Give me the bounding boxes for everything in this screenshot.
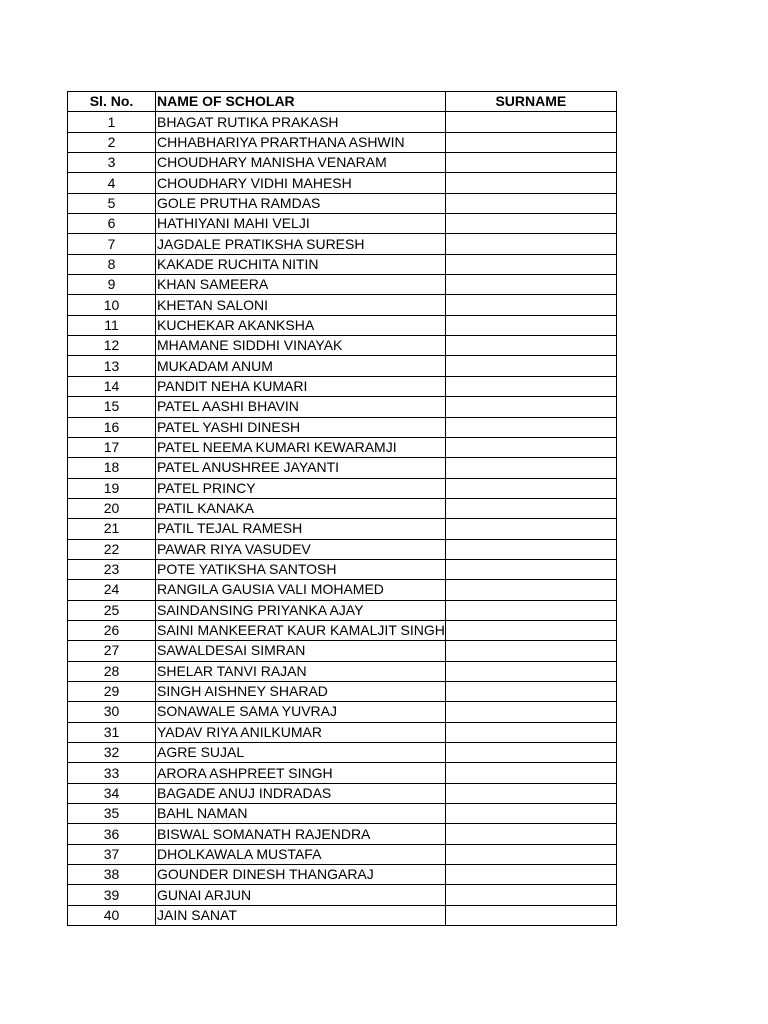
sl-no-cell: 31 (68, 722, 156, 742)
surname-cell (445, 865, 616, 885)
surname-cell (445, 702, 616, 722)
table-row (68, 478, 617, 498)
scholar-name-text: SONAWALE SAMA YUVRAJ (157, 703, 337, 720)
surname-cell (445, 580, 616, 600)
table-row (68, 437, 617, 457)
scholar-name-cell (156, 844, 446, 864)
scholar-name-cell (156, 641, 446, 661)
scholar-name-text: GOUNDER DINESH THANGARAJ (157, 866, 374, 883)
scholar-name-cell (156, 356, 446, 376)
scholar-name-text: CHOUDHARY VIDHI MAHESH (157, 174, 352, 191)
scholar-table (67, 91, 617, 926)
surname-cell (445, 722, 616, 742)
scholar-name-cell (156, 620, 446, 640)
table-row (68, 519, 617, 539)
table-body (68, 112, 617, 926)
surname-cell (445, 437, 616, 457)
sl-no-cell: 11 (68, 315, 156, 335)
sl-no-cell: 40 (68, 905, 156, 925)
sl-no-cell: 8 (68, 254, 156, 274)
scholar-name-text: GUNAI ARJUN (157, 886, 252, 903)
sl-no-cell: 2 (68, 132, 156, 152)
table-row (68, 844, 617, 864)
scholar-name-cell (156, 722, 446, 742)
scholar-name-text: BAHL NAMAN (157, 805, 248, 822)
scholar-name-cell (156, 580, 446, 600)
scholar-name-text: KUCHEKAR AKANKSHA (157, 316, 315, 333)
scholar-name-cell (156, 275, 446, 295)
table-row (68, 539, 617, 559)
table-row (68, 315, 617, 335)
sl-no-cell: 19 (68, 478, 156, 498)
scholar-name-cell (156, 437, 446, 457)
scholar-name-text: SHELAR TANVI RAJAN (157, 662, 307, 679)
surname-cell (445, 905, 616, 925)
surname-cell (445, 112, 616, 132)
scholar-name-cell (156, 417, 446, 437)
sl-no-cell: 14 (68, 376, 156, 396)
sl-no-cell: 34 (68, 783, 156, 803)
table-header (68, 92, 617, 112)
surname-cell (445, 743, 616, 763)
scholar-name-text: JAIN SANAT (157, 906, 237, 923)
surname-cell (445, 763, 616, 783)
table-row (68, 865, 617, 885)
sl-no-cell: 13 (68, 356, 156, 376)
scholar-name-text: PATIL TEJAL RAMESH (157, 520, 303, 537)
table-row (68, 132, 617, 152)
scholar-name-text: SAINDANSING PRIYANKA AJAY (157, 601, 364, 618)
sl-no-cell: 18 (68, 458, 156, 478)
sl-no-cell: 9 (68, 275, 156, 295)
scholar-name-text: HATHIYANI MAHI VELJI (157, 215, 310, 232)
scholar-name-text: BISWAL SOMANATH RAJENDRA (157, 825, 371, 842)
sl-no-cell: 22 (68, 539, 156, 559)
surname-cell (445, 417, 616, 437)
table-row (68, 356, 617, 376)
scholar-name-text: KHETAN SALONI (157, 296, 268, 313)
sl-no-cell: 27 (68, 641, 156, 661)
scholar-name-text: SINGH AISHNEY SHARAD (157, 683, 328, 700)
scholar-name-text: CHHABHARIYA PRARTHANA ASHWIN (157, 133, 405, 150)
table-row (68, 743, 617, 763)
header-surname: SURNAME (445, 92, 616, 112)
scholar-name-cell (156, 743, 446, 763)
scholar-name-text: PATEL AASHI BHAVIN (157, 398, 299, 415)
table-row (68, 234, 617, 254)
scholar-name-text: YADAV RIYA ANILKUMAR (157, 723, 322, 740)
table-row (68, 702, 617, 722)
sl-no-cell: 5 (68, 193, 156, 213)
surname-cell (445, 478, 616, 498)
surname-cell (445, 397, 616, 417)
table-row (68, 153, 617, 173)
scholar-name-text: MHAMANE SIDDHI VINAYAK (157, 337, 343, 354)
scholar-name-cell (156, 865, 446, 885)
scholar-name-text: PANDIT NEHA KUMARI (157, 377, 308, 394)
table-row (68, 112, 617, 132)
scholar-name-cell (156, 153, 446, 173)
surname-cell (445, 132, 616, 152)
scholar-name-cell (156, 824, 446, 844)
scholar-name-cell (156, 193, 446, 213)
surname-cell (445, 661, 616, 681)
scholar-name-cell (156, 376, 446, 396)
table-row (68, 763, 617, 783)
surname-cell (445, 315, 616, 335)
table-row (68, 905, 617, 925)
table-row (68, 275, 617, 295)
scholar-name-cell (156, 681, 446, 701)
table-row (68, 254, 617, 274)
sl-no-cell: 1 (68, 112, 156, 132)
table-row (68, 458, 617, 478)
surname-cell (445, 641, 616, 661)
sl-no-cell: 7 (68, 234, 156, 254)
sl-no-cell: 12 (68, 336, 156, 356)
sl-no-cell: 16 (68, 417, 156, 437)
scholar-name-text: KHAN SAMEERA (157, 276, 269, 293)
sl-no-cell: 3 (68, 153, 156, 173)
scholar-name-text: PATEL YASHI DINESH (157, 418, 301, 435)
sl-no-cell: 39 (68, 885, 156, 905)
table-row (68, 336, 617, 356)
scholar-name-cell (156, 885, 446, 905)
surname-cell (445, 458, 616, 478)
table-row (68, 376, 617, 396)
scholar-name-text: SAINI MANKEERAT KAUR KAMALJIT SINGH (157, 622, 445, 639)
sl-no-cell: 33 (68, 763, 156, 783)
scholar-name-cell (156, 295, 446, 315)
surname-cell (445, 153, 616, 173)
scholar-name-text: SAWALDESAI SIMRAN (157, 642, 306, 659)
surname-cell (445, 804, 616, 824)
scholar-name-cell (156, 498, 446, 518)
scholar-name-cell (156, 804, 446, 824)
scholar-name-cell (156, 173, 446, 193)
scholar-name-cell (156, 519, 446, 539)
sl-no-cell: 35 (68, 804, 156, 824)
scholar-name-text: PATIL KANAKA (157, 500, 254, 517)
table-row (68, 173, 617, 193)
scholar-name-text: GOLE PRUTHA RAMDAS (157, 194, 321, 211)
sl-no-cell: 24 (68, 580, 156, 600)
scholar-name-cell (156, 336, 446, 356)
table-row (68, 804, 617, 824)
scholar-name-cell (156, 315, 446, 335)
table-row (68, 885, 617, 905)
table-row (68, 193, 617, 213)
sl-no-cell: 38 (68, 865, 156, 885)
scholar-name-cell (156, 702, 446, 722)
surname-cell (445, 498, 616, 518)
scholar-name-text: AGRE SUJAL (157, 744, 245, 761)
surname-cell (445, 356, 616, 376)
scholar-name-cell (156, 539, 446, 559)
scholar-name-text: PATEL ANUSHREE JAYANTI (157, 459, 340, 476)
sl-no-cell: 36 (68, 824, 156, 844)
surname-cell (445, 559, 616, 579)
sl-no-cell: 20 (68, 498, 156, 518)
scholar-name-cell (156, 112, 446, 132)
surname-cell (445, 234, 616, 254)
table-row (68, 620, 617, 640)
surname-cell (445, 844, 616, 864)
scholar-name-text: RANGILA GAUSIA VALI MOHAMED (157, 581, 384, 598)
surname-cell (445, 620, 616, 640)
table-row (68, 295, 617, 315)
scholar-name-text: KAKADE RUCHITA NITIN (157, 255, 319, 272)
sl-no-cell: 37 (68, 844, 156, 864)
scholar-name-cell (156, 559, 446, 579)
sl-no-cell: 6 (68, 214, 156, 234)
sl-no-cell: 32 (68, 743, 156, 763)
surname-cell (445, 519, 616, 539)
sl-no-cell: 30 (68, 702, 156, 722)
header-name-of-scholar: NAME OF SCHOLAR (156, 92, 446, 112)
scholar-name-cell (156, 478, 446, 498)
surname-cell (445, 539, 616, 559)
table-row (68, 722, 617, 742)
table-row (68, 417, 617, 437)
surname-cell (445, 173, 616, 193)
surname-cell (445, 824, 616, 844)
table-row (68, 498, 617, 518)
table-row (68, 397, 617, 417)
surname-cell (445, 214, 616, 234)
scholar-name-cell (156, 132, 446, 152)
sl-no-cell: 4 (68, 173, 156, 193)
sl-no-cell: 28 (68, 661, 156, 681)
surname-cell (445, 376, 616, 396)
table-row (68, 641, 617, 661)
surname-cell (445, 681, 616, 701)
table-row (68, 661, 617, 681)
scholar-name-cell (156, 905, 446, 925)
surname-cell (445, 295, 616, 315)
scholar-name-cell (156, 397, 446, 417)
surname-cell (445, 783, 616, 803)
scholar-name-text: BAGADE ANUJ INDRADAS (157, 784, 332, 801)
scholar-name-text: CHOUDHARY MANISHA VENARAM (157, 154, 387, 171)
table-row (68, 214, 617, 234)
sl-no-cell: 10 (68, 295, 156, 315)
scholar-name-cell (156, 661, 446, 681)
table-row (68, 580, 617, 600)
sl-no-cell: 21 (68, 519, 156, 539)
sl-no-cell: 25 (68, 600, 156, 620)
table-row (68, 824, 617, 844)
surname-cell (445, 254, 616, 274)
scholar-name-cell (156, 234, 446, 254)
header-sl-no: Sl. No. (68, 92, 156, 112)
scholar-name-cell (156, 214, 446, 234)
scholar-name-text: PATEL PRINCY (157, 479, 256, 496)
table-row (68, 681, 617, 701)
scholar-name-text: DHOLKAWALA MUSTAFA (157, 845, 322, 862)
scholar-name-text: JAGDALE PRATIKSHA SURESH (157, 235, 365, 252)
table-row (68, 600, 617, 620)
sl-no-cell: 29 (68, 681, 156, 701)
table-row (68, 783, 617, 803)
surname-cell (445, 275, 616, 295)
scholar-name-cell (156, 763, 446, 783)
surname-cell (445, 193, 616, 213)
table-row (68, 559, 617, 579)
surname-cell (445, 336, 616, 356)
scholar-name-text: BHAGAT RUTIKA PRAKASH (157, 113, 339, 130)
scholar-name-text: MUKADAM ANUM (157, 357, 273, 374)
scholar-name-text: POTE YATIKSHA SANTOSH (157, 561, 337, 578)
scholar-name-cell (156, 458, 446, 478)
scholar-name-text: PAWAR RIYA VASUDEV (157, 540, 311, 557)
scholar-name-cell (156, 783, 446, 803)
header-row (68, 92, 617, 112)
scholar-name-text: ARORA ASHPREET SINGH (157, 764, 333, 781)
surname-cell (445, 885, 616, 905)
scholar-name-cell (156, 254, 446, 274)
sl-no-cell: 26 (68, 620, 156, 640)
sl-no-cell: 17 (68, 437, 156, 457)
surname-cell (445, 600, 616, 620)
scholar-name-text: PATEL NEEMA KUMARI KEWARAMJI (157, 439, 397, 456)
scholar-name-cell (156, 600, 446, 620)
sl-no-cell: 15 (68, 397, 156, 417)
sl-no-cell: 23 (68, 559, 156, 579)
